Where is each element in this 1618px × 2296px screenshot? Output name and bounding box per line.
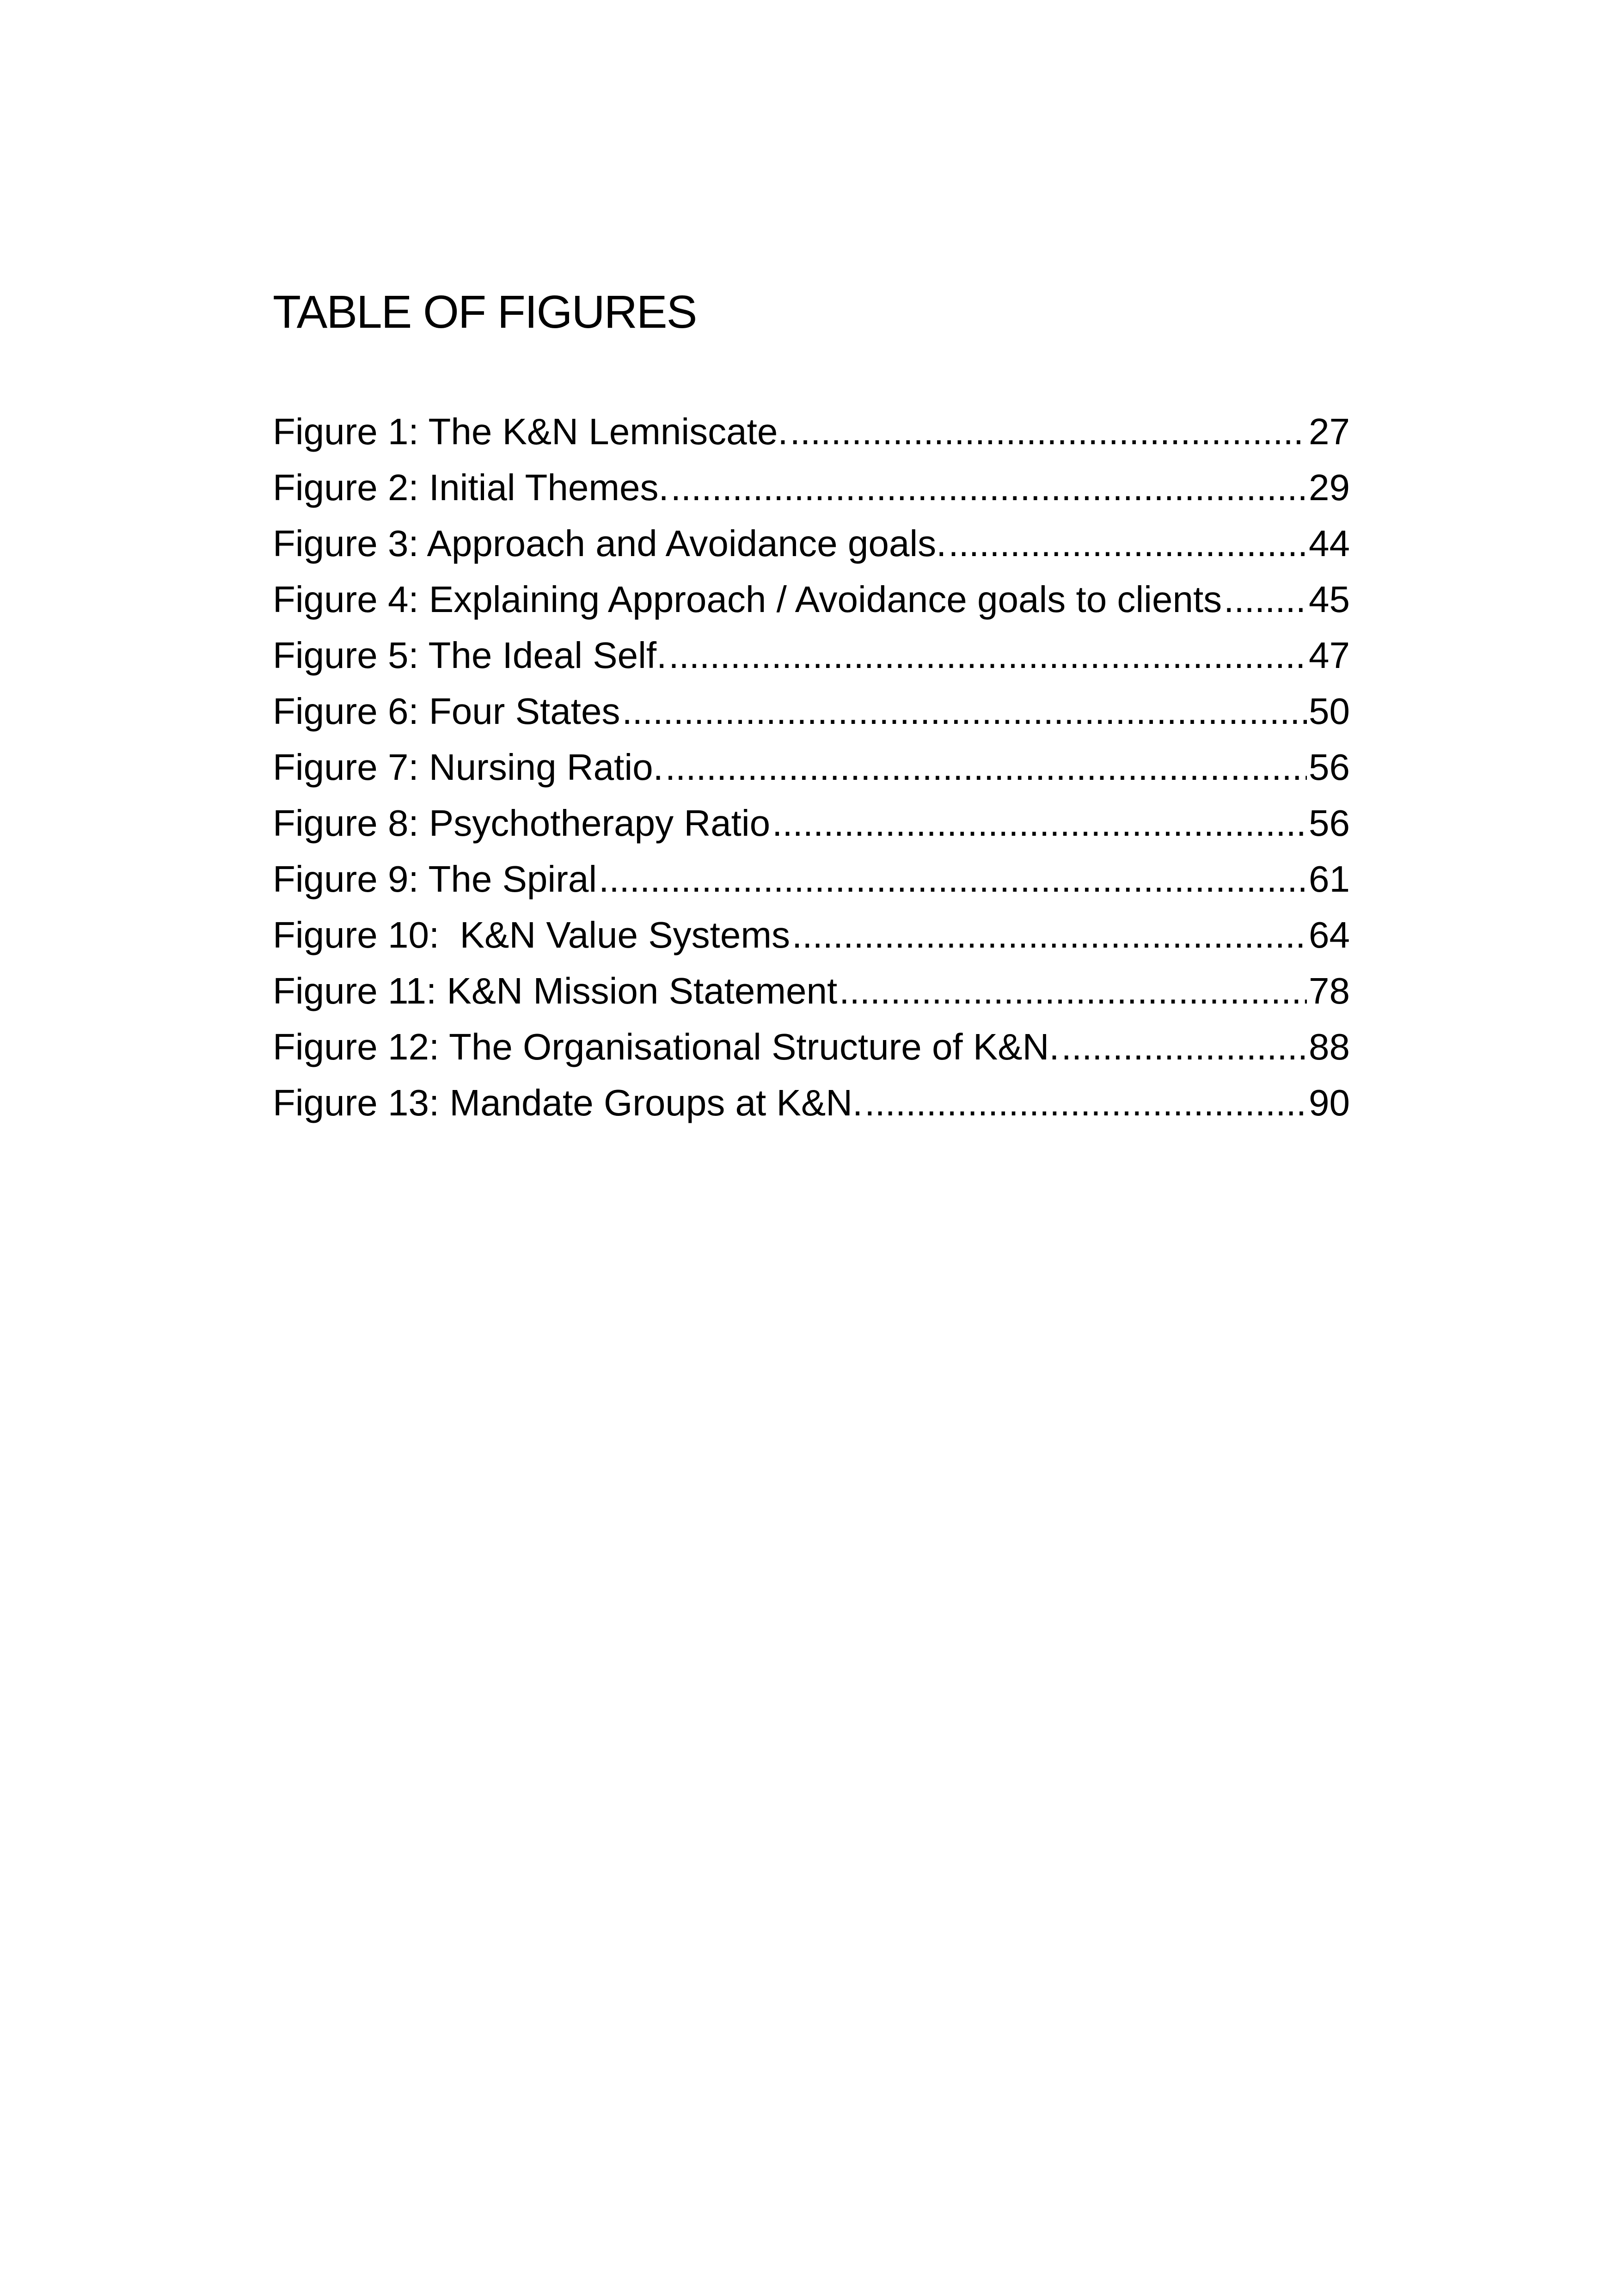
toc-entry-label: Figure 11: K&N Mission Statement <box>273 970 838 1011</box>
toc-entry-page: 78 <box>1309 970 1350 1011</box>
table-of-figures-list <box>273 404 1350 1131</box>
toc-entry-figure-13[interactable] <box>273 1075 1350 1131</box>
toc-entry-figure-10[interactable] <box>273 907 1350 963</box>
toc-entry-label: Figure 3: Approach and Avoidance goals. <box>273 523 947 564</box>
toc-entry-figure-5[interactable] <box>273 627 1350 683</box>
toc-entry-figure-3[interactable] <box>273 515 1350 571</box>
toc-entry-page: 29 <box>1309 467 1350 508</box>
toc-entry-page: 27 <box>1309 411 1350 452</box>
toc-entry-label: Figure 6: Four States <box>273 691 620 732</box>
toc-entry-label: Figure 10: K&N Value Systems <box>273 914 790 955</box>
dot-leader <box>864 1075 1307 1131</box>
toc-entry-figure-4[interactable] <box>273 571 1350 627</box>
toc-entry-figure-1[interactable] <box>273 404 1350 459</box>
toc-entry-label: Figure 4: Explaining Approach / Avoidance goals to clients <box>273 579 1222 620</box>
toc-entry-figure-11[interactable] <box>273 963 1350 1019</box>
toc-entry-figure-12[interactable] <box>273 1019 1350 1075</box>
toc-entry-figure-8[interactable] <box>273 795 1350 851</box>
dot-leader <box>792 907 1307 963</box>
toc-entry-figure-2[interactable] <box>273 459 1350 515</box>
page-title: TABLE OF FIGURES <box>273 286 697 338</box>
dot-leader <box>671 459 1307 515</box>
toc-entry-label: Figure 12: The Organisational Structure of K&N. <box>273 1026 1060 1067</box>
dot-leader <box>599 851 1307 907</box>
toc-entry-page: 47 <box>1309 635 1350 676</box>
dot-leader <box>948 515 1307 571</box>
toc-entry-page: 50 <box>1309 691 1350 732</box>
toc-entry-page: 56 <box>1309 747 1350 788</box>
dot-leader <box>772 795 1307 851</box>
toc-entry-figure-7[interactable] <box>273 739 1350 795</box>
toc-entry-label: Figure 13: Mandate Groups at K&N. <box>273 1082 863 1123</box>
toc-entry-page: 61 <box>1309 858 1350 900</box>
toc-entry-page: 90 <box>1309 1082 1350 1123</box>
toc-entry-page: 88 <box>1309 1026 1350 1067</box>
toc-entry-label: Figure 7: Nursing Ratio. <box>273 747 663 788</box>
dot-leader <box>668 627 1307 683</box>
toc-entry-page: 45 <box>1309 579 1350 620</box>
toc-entry-label: Figure 5: The Ideal Self. <box>273 635 667 676</box>
toc-entry-page: 56 <box>1309 802 1350 844</box>
toc-entry-page: 44 <box>1309 523 1350 564</box>
toc-entry-figure-9[interactable] <box>273 851 1350 907</box>
toc-entry-label: Figure 9: The Spiral <box>273 858 597 900</box>
dot-leader <box>790 404 1307 459</box>
toc-entry-page: 64 <box>1309 914 1350 955</box>
dot-leader <box>622 683 1307 739</box>
dot-leader <box>839 963 1307 1019</box>
toc-entry-figure-6[interactable] <box>273 683 1350 739</box>
dot-leader <box>1224 571 1307 627</box>
dot-leader <box>665 739 1307 795</box>
toc-entry-label: Figure 2: Initial Themes. <box>273 467 669 508</box>
dot-leader <box>1061 1019 1307 1075</box>
toc-entry-label: Figure 8: Psychotherapy Ratio <box>273 802 771 844</box>
toc-entry-label: Figure 1: The K&N Lemniscate. <box>273 411 788 452</box>
